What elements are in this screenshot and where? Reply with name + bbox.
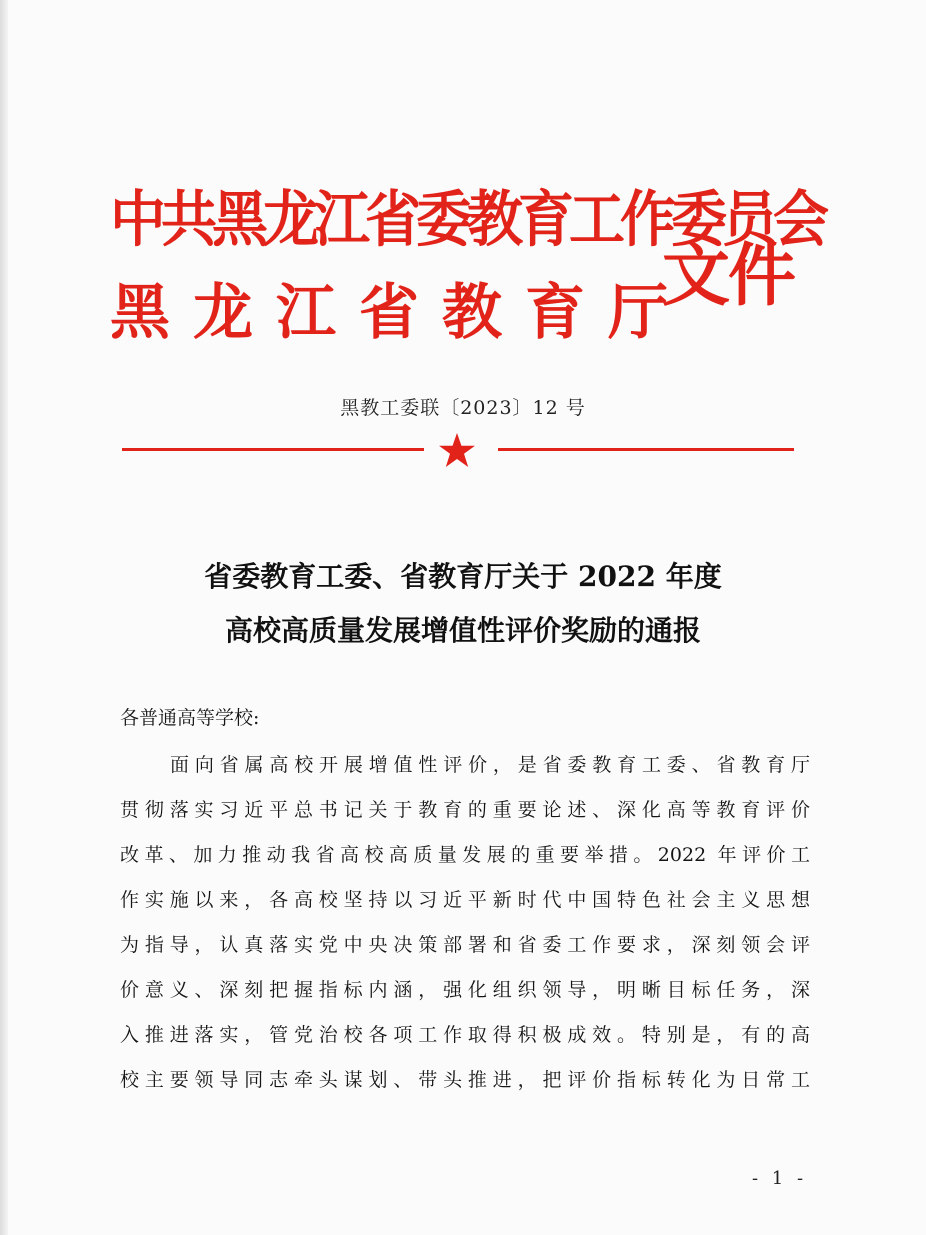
body-line: 为指导，认真落实党中央决策部署和省委工作要求，深刻领会评 (120, 934, 810, 956)
document-label: 文件 (662, 236, 795, 316)
body-line: 作实施以来，各高校坚持以习近平新时代中国特色社会主义思想 (120, 889, 810, 911)
issuer-name-line-1: 中共黑龙江省委教育工作委员会 (110, 183, 824, 256)
document-title-line-2: 高校高质量发展增值性评价奖励的通报 (224, 614, 701, 647)
red-rule-left (122, 448, 424, 451)
body-line: 价意义、深刻把握指标内涵，强化组织领导，明晰目标任务，深 (120, 979, 810, 1001)
body-line: 改革、加力推动我省高校高质量发展的重要举措。2022 年评价工 (120, 844, 810, 866)
document-number: 黑教工委联〔2023〕12 号 (340, 397, 586, 419)
issuer-name-line-2: 黑龙江省教育厅 (110, 278, 691, 348)
body-line: 校主要领导同志牵头谋划、带头推进，把评价指标转化为日常工 (120, 1069, 810, 1091)
red-rule-right (498, 448, 794, 451)
salutation: 各普通高等学校: (120, 707, 260, 729)
body-line: 入推进落实，管党治校各项工作取得积极成效。特别是，有的高 (120, 1024, 810, 1046)
page-number: - 1 - (752, 1168, 808, 1189)
body-line: 贯彻落实习近平总书记关于教育的重要论述、深化高等教育评价 (120, 799, 810, 821)
body-line: 面向省属高校开展增值性评价，是省委教育工委、省教育厅 (170, 754, 810, 776)
document-title-line-1: 省委教育工委、省教育厅关于 2022 年度 (204, 560, 722, 593)
star-icon (437, 432, 477, 468)
